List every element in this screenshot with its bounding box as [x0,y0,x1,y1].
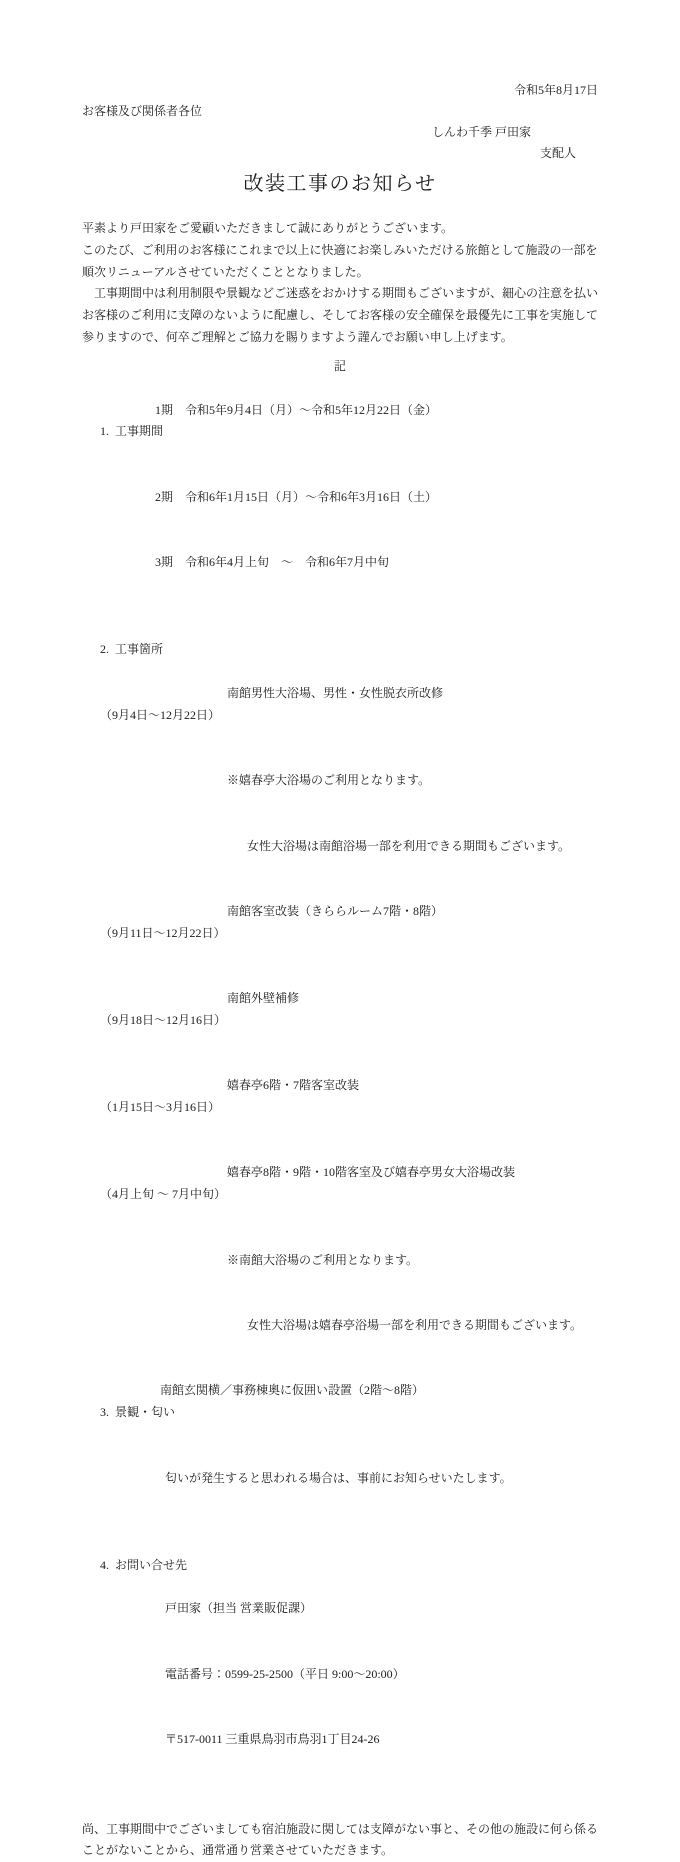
section-label: 工事期間 [115,424,164,439]
site-row [82,1075,598,1162]
section-label: 工事箇所 [115,642,164,657]
section-number: 2. [100,642,109,657]
sender-company-text: しんわ千季 戸田家 [432,125,532,139]
contact-name: 戸田家（担当 営業販促課） [165,1601,313,1616]
site-desc: 嬉春亭8階・9階・10階客室及び嬉春亭男女大浴場改装 [227,1165,516,1180]
intro-line: 工事期間中は利用制限や景観などご迷惑をおかけする期間もございますが、細心の注意を払い [82,286,599,301]
intro-line: このたび、ご利用のお客様にこれまで以上に快適にお楽しみいただける旅館として施設の一部を [82,242,598,257]
contact-name-line [82,1598,598,1663]
closing-paragraph [82,1819,598,1862]
site-row [82,901,598,988]
site-note-line [82,770,598,835]
recipient: お客様及び関係者各位 [82,104,203,118]
site-row [82,1162,598,1249]
site-period: （9月18日～12月16日） [100,1012,227,1027]
section-scenery-header [82,1380,598,1467]
section-number: 1. [100,424,109,439]
site-row [82,683,598,770]
sender-title-text: 支配人 [540,146,577,160]
sender-title [82,143,598,164]
intro-line: 平素より戸田家をご愛顧いただきまして誠にありがとうございます。 [82,221,454,235]
intro-line: 参りますので、何卒ご理解とご協力を賜りますよう謹んでお願い申し上げます。 [82,329,513,344]
section-sites-header [82,618,598,683]
site-note: ※嬉春亭大浴場のご利用となります。 [227,773,431,788]
scenery-note-line [82,1468,598,1533]
contact-address-line [82,1729,598,1794]
document-date: 令和5年8月17日 [513,83,598,97]
site-note-line [82,836,598,901]
section-number: 3. [100,1405,109,1420]
site-note: 女性大浴場は南館浴場一部を利用できる期間もございます。 [247,838,571,853]
period-row-line [82,487,598,552]
contact-address: 〒517-0011 三重県鳥羽市鳥羽1丁目24-26 [165,1732,380,1747]
intro-paragraphs [82,218,598,349]
section-contact-header [82,1533,598,1598]
intro-line: 順次リニューアルさせていただくこととなりました。 [82,264,369,279]
site-row [82,988,598,1075]
site-note: 女性大浴場は嬉春亭浴場一部を利用できる期間もございます。 [247,1318,583,1333]
contact-tel: 電話番号：0599-25-2500（平日 9:00～20:00） [165,1666,405,1681]
scenery-note: 匂いが発生すると思われる場合は、事前にお知らせいたします。 [165,1470,512,1485]
ki-marker: 記 [333,358,346,373]
site-note: ※南館大浴場のご利用となります。 [227,1252,419,1267]
site-desc: 南館外壁補修 [227,991,300,1006]
site-note-line [82,1250,598,1315]
contact-tel-line [82,1664,598,1729]
section-label: 景観・匂い [115,1405,176,1420]
section-label: お問い合せ先 [115,1557,188,1572]
site-desc: 南館男性大浴場、男性・女性脱衣所改修 [227,685,444,700]
site-period: （9月11日～12月22日） [100,925,226,940]
closing-line: 尚、工事期間中でございましても宿泊施設に関しては支障がない事と、その他の施設に何ら係る [82,1821,599,1836]
site-desc: 南館客室改装（きららルーム7階・8階） [227,903,444,918]
section-period-header [82,400,598,487]
section-number: 4. [100,1557,109,1572]
site-desc: 嬉春亭6階・7階客室改装 [227,1078,360,1093]
closing-line: ことがないことから、通常通り営業させていただきます。 [82,1843,394,1858]
period-row-line [82,552,598,617]
scenery-desc: 南館玄関横／事務棟奥に仮囲い設置（2階～8階） [160,1383,425,1398]
site-period: （9月4日～12月22日） [100,707,221,722]
period-row: 1期 令和5年9月4日（月）～令和5年12月22日（金） [155,402,438,417]
site-period: （4月上旬 ～ 7月中旬） [100,1187,227,1202]
period-row: 2期 令和6年1月15日（月）～令和6年3月16日（土） [155,489,438,504]
sender-company [82,122,598,143]
page-title: 改装工事のお知らせ [243,173,437,195]
intro-line: お客様のご利用に支障のないように配慮し、そしてお客様の安全確保を最優先に工事を実施して [82,308,599,323]
period-row: 3期 令和6年4月上旬 ～ 令和6年7月中旬 [155,555,390,570]
site-period: （1月15日～3月16日） [100,1100,221,1115]
site-note-line [82,1315,598,1380]
